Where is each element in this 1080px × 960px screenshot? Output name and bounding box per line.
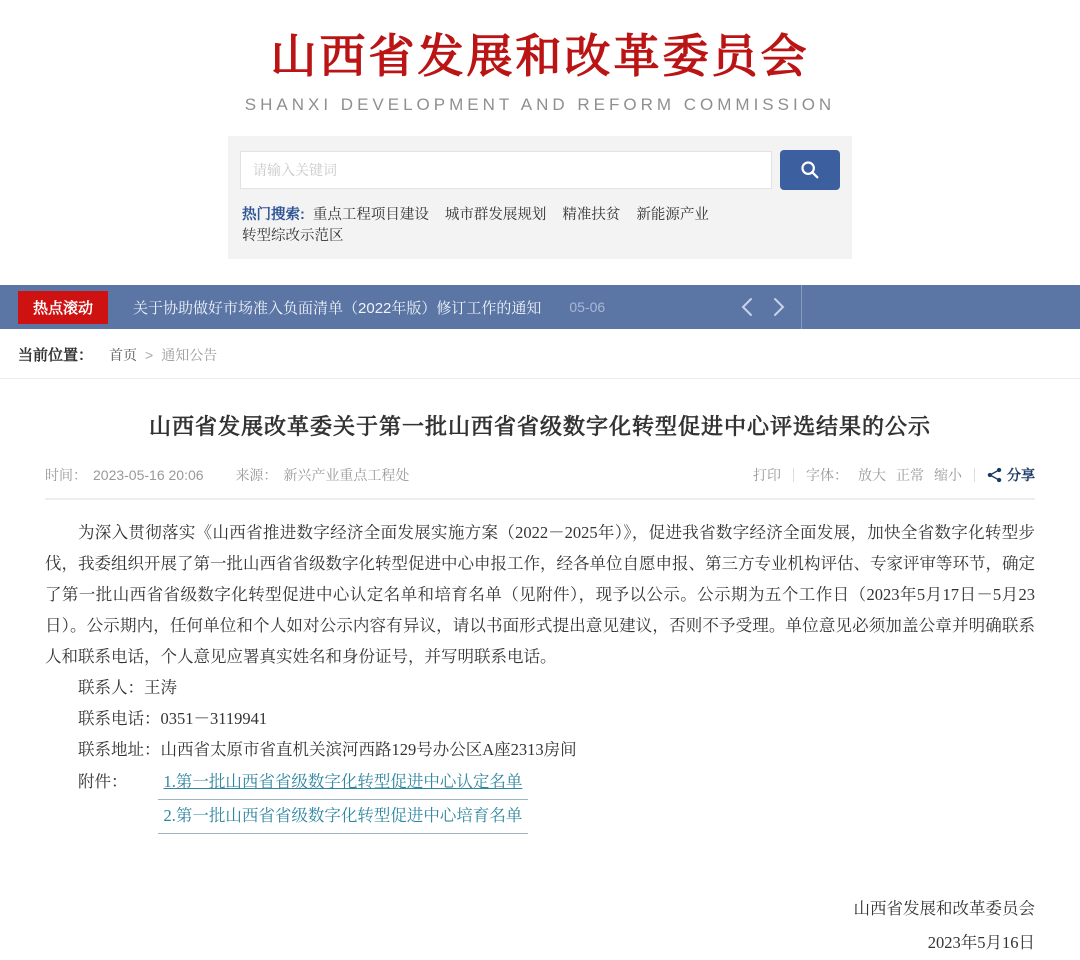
- search-icon: [799, 159, 821, 181]
- print-button[interactable]: 打印: [753, 467, 781, 483]
- attachment-block: [45, 766, 1035, 834]
- font-smaller-button[interactable]: 缩小: [934, 467, 962, 483]
- article-meta-row: [45, 465, 1035, 485]
- article-title: 山西省发展改革委关于第一批山西省省级数字化转型促进中心评选结果的公示: [148, 414, 931, 439]
- font-size-label: 字体：: [806, 467, 848, 483]
- font-normal-button[interactable]: 正常: [896, 467, 924, 483]
- site-title-chinese: 山西省发展和改革委员会: [270, 31, 810, 82]
- attachment-list: [158, 766, 529, 834]
- article-body: [45, 517, 1035, 960]
- share-label: 分享: [1007, 467, 1035, 483]
- publish-source: 新兴产业重点工程处: [283, 467, 410, 483]
- search-panel: [228, 136, 852, 259]
- share-icon: [987, 467, 1007, 483]
- meta-divider: [793, 468, 794, 482]
- article-divider-line: [45, 498, 1035, 500]
- time-label: 时间：: [45, 467, 87, 483]
- article-container: [0, 410, 1080, 960]
- ticker-arrows: [739, 296, 801, 318]
- ticker-news-date: 05-06: [569, 299, 606, 315]
- hot-search-row: [240, 203, 840, 245]
- search-input[interactable]: [240, 151, 772, 189]
- ticker-tail: [802, 285, 1080, 329]
- site-title-english: SHANXI DEVELOPMENT AND REFORM COMMISSION: [244, 95, 836, 114]
- hot-search-link[interactable]: 转型综改示范区: [242, 228, 344, 244]
- signature-organization: 山西省发展和改革委员会: [853, 899, 1035, 918]
- attachment-label: 附件：: [78, 772, 128, 791]
- search-button[interactable]: [780, 150, 840, 190]
- hot-search-link[interactable]: 新能源产业: [636, 207, 709, 223]
- share-button[interactable]: [987, 465, 1035, 485]
- article-meta-left: [45, 465, 415, 485]
- breadcrumb-home-link[interactable]: 首页: [109, 346, 138, 363]
- breadcrumb-current: 通知公告: [161, 346, 218, 363]
- breadcrumb: [0, 329, 1080, 379]
- attachment-row: [158, 800, 529, 834]
- attachment-link-2[interactable]: 2.第一批山西省省级数字化转型促进中心培育名单: [163, 806, 523, 825]
- signature-block: [45, 892, 1035, 960]
- article-meta-right: [753, 465, 1035, 485]
- contact-phone: 联系电话：0351－3119941: [78, 709, 268, 728]
- hot-search-link[interactable]: 城市群发展规划: [444, 207, 547, 223]
- breadcrumb-separator: >: [145, 346, 154, 363]
- publish-time: 2023-05-16 20:06: [93, 467, 204, 483]
- hot-search-link[interactable]: 精准扶贫: [562, 207, 621, 223]
- breadcrumb-label: 当前位置：: [18, 347, 94, 364]
- chevron-right-icon[interactable]: [771, 296, 787, 318]
- font-larger-button[interactable]: 放大: [858, 467, 886, 483]
- signature-date: 2023年5月16日: [927, 933, 1035, 952]
- hot-search-link[interactable]: 重点工程项目建设: [312, 207, 429, 223]
- ticker-hot-label[interactable]: 热点滚动: [18, 291, 108, 324]
- meta-divider: [974, 468, 975, 482]
- site-header: [0, 0, 1080, 115]
- news-ticker-bar: [0, 285, 1080, 329]
- contact-address: 联系地址：山西省太原市省直机关滨河西路129号办公区A座2313房间: [78, 740, 577, 759]
- contact-person: 联系人：王涛: [78, 678, 177, 697]
- attachment-link-1[interactable]: 1.第一批山西省省级数字化转型促进中心认定名单: [163, 772, 523, 791]
- source-label: 来源：: [235, 467, 278, 483]
- hot-search-label: 热门搜索:: [242, 207, 305, 223]
- article-paragraph: 为深入贯彻落实《山西省推进数字经济全面发展实施方案（2022－2025年）》，促进我省数字经济全面发展，加快全省数字化转型步伐，我委组织开展了第一批山西省省级数字化转型促进中心申报工作，经各单位自愿申报、第三方专业机构评估、专家评审等环节，确定了第一批山西省省级数字化转型促进中心认定名单和培育名单（见附件），现予以公示。公示期为五个工作日（2023年5月17日－5月23日）。公示期内，任何单位和个人如对公示内容有异议，请以书面形式提出意见建议，否则不予受理。单位意见必须加盖公章并明确联系人和联系电话，个人意见应署真实姓名和身份证号，并写明联系电话。: [45, 523, 1035, 666]
- contact-block: [45, 672, 1035, 765]
- attachment-row: [158, 766, 529, 800]
- chevron-left-icon[interactable]: [739, 296, 755, 318]
- ticker-news-link[interactable]: 关于协助做好市场准入负面清单（2022年版）修订工作的通知: [133, 299, 542, 317]
